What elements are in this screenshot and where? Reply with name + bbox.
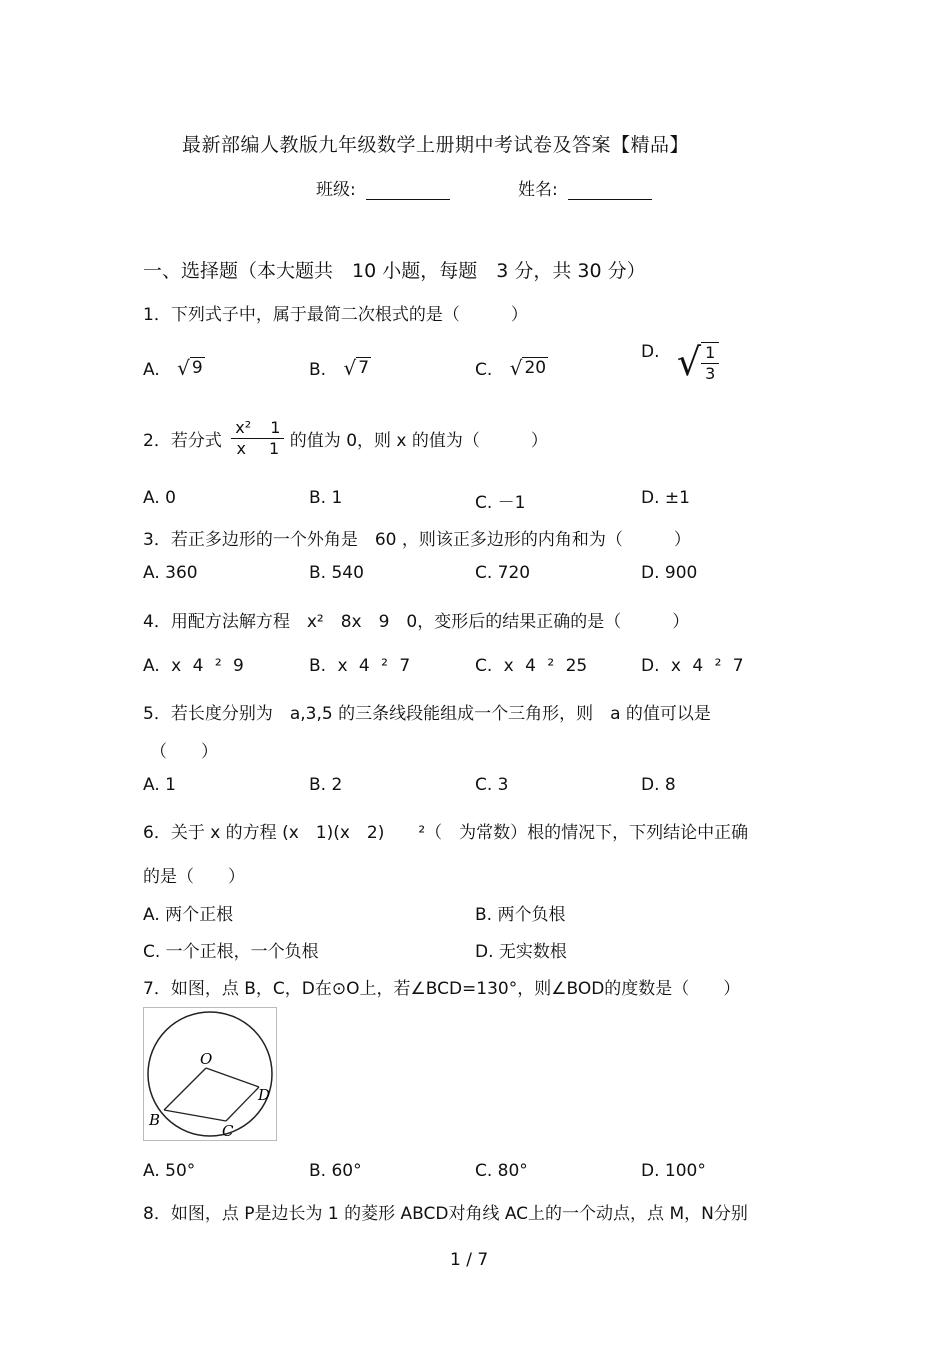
q2-suffix: 的值为 0，则 x 的值为（ ） <box>289 431 548 451</box>
question-7: 7．如图，点 B，C，D在⊙O上，若∠BCD=130°，则∠BOD的度数是（ ） <box>143 979 741 999</box>
q2-prefix: 2．若分式 <box>143 431 222 451</box>
label-c: C <box>222 1122 234 1140</box>
segment-ob <box>164 1068 206 1110</box>
q3-option-d[interactable]: D. 900 <box>641 563 698 583</box>
q2-option-a[interactable]: A. 0 <box>143 488 176 508</box>
q6-option-b[interactable]: B. 两个负根 <box>475 905 566 925</box>
segment-cd <box>226 1087 259 1121</box>
q1-d-denominator: 3 <box>705 364 716 383</box>
sqrt-symbol: √ 9 <box>177 356 203 380</box>
q7-option-a[interactable]: A. 50° <box>143 1161 196 1181</box>
q5-option-c[interactable]: C. 3 <box>475 775 509 795</box>
q1-option-a[interactable] <box>143 357 205 380</box>
q4-option-c[interactable]: C. x 4 ² 25 <box>475 656 588 676</box>
q1-option-b[interactable] <box>309 357 371 380</box>
label-d: D <box>258 1086 271 1104</box>
q4-option-a[interactable]: A. x 4 ² 9 <box>143 656 244 676</box>
q5-option-a[interactable]: A. 1 <box>143 775 176 795</box>
q4-option-d[interactable]: D. x 4 ² 7 <box>641 656 744 676</box>
question-1: 1．下列式子中，属于最简二次根式的是（ ） <box>143 305 528 325</box>
q6-option-d[interactable]: D. 无实数根 <box>475 942 567 962</box>
q7-option-b[interactable]: B. 60° <box>309 1161 362 1181</box>
sqrt-symbol: √ $\frac{1}{3}$ <box>677 340 719 384</box>
label-b: B <box>149 1111 161 1129</box>
class-field[interactable] <box>316 175 450 200</box>
q7-option-c[interactable]: C. 80° <box>475 1161 528 1181</box>
page-number: 1 / 7 <box>450 1250 489 1270</box>
question-5: 5．若长度分别为 a,3,5 的三条线段能组成一个三角形，则 a 的值可以是 <box>143 704 711 724</box>
q1-option-c[interactable] <box>475 357 548 380</box>
q4-option-b[interactable]: B. x 4 ² 7 <box>309 656 411 676</box>
q2-denominator: x 1 <box>236 439 280 458</box>
q2-fraction <box>231 418 284 459</box>
document-title: 最新部编人教版九年级数学上册期中考试卷及答案【精品】 <box>182 134 690 156</box>
q2-option-b[interactable]: B. 1 <box>309 488 343 508</box>
question-8: 8．如图，点 P是边长为 1 的菱形 ABCD对角线 AC上的一个动点，点 M，N分别 <box>143 1204 748 1224</box>
q1-c-radicand: 20 <box>524 358 547 378</box>
q6-option-c[interactable]: C. 一个正根，一个负根 <box>143 942 319 962</box>
q5-option-d[interactable]: D. 8 <box>641 775 676 795</box>
q1-d-label: D. <box>641 342 660 362</box>
question-4: 4．用配方法解方程 x² 8x 9 0，变形后的结果正确的是（ ） <box>143 612 690 632</box>
q6-option-a[interactable]: A. 两个正根 <box>143 905 234 925</box>
q7-option-d[interactable]: D. 100° <box>641 1161 706 1181</box>
name-field[interactable] <box>518 175 652 200</box>
name-blank[interactable] <box>568 181 652 200</box>
q2-option-d[interactable]: D. ±1 <box>641 488 690 508</box>
q1-d-numerator: 1 <box>705 343 716 362</box>
label-o: O <box>200 1050 213 1068</box>
q1-b-radicand: 7 <box>358 358 370 378</box>
question-6-continued: 的是（ ） <box>143 867 245 887</box>
name-label: 姓名: <box>518 180 558 200</box>
question-2 <box>143 418 548 459</box>
q3-option-a[interactable]: A. 360 <box>143 563 198 583</box>
q1-c-label: C. <box>475 360 493 380</box>
class-blank[interactable] <box>366 181 450 200</box>
q2-option-c[interactable]: C. －1 <box>475 493 526 513</box>
circle-figure <box>143 1007 277 1141</box>
q1-a-radicand: 9 <box>191 358 203 378</box>
class-label: 班级: <box>316 180 356 200</box>
q1-a-label: A. <box>143 360 160 380</box>
q2-numerator: x² 1 <box>235 418 281 437</box>
question-6: 6．关于 x 的方程 (x 1)(x 2) ²（ 为常数）根的情况下，下列结论中正确 <box>143 823 749 843</box>
section-heading: 一、选择题（本大题共 10 小题，每题 3 分，共 30 分） <box>143 260 646 282</box>
question-3: 3．若正多边形的一个外角是 60 ，则该正多边形的内角和为（ ） <box>143 530 691 550</box>
q5-option-b[interactable]: B. 2 <box>309 775 343 795</box>
sqrt-symbol: √ 20 <box>509 356 547 380</box>
sqrt-symbol: √ 7 <box>343 356 370 380</box>
q5-answer-paren: （ ） <box>150 742 218 762</box>
circle-o <box>148 1012 272 1136</box>
segment-bc <box>164 1110 226 1121</box>
segment-od <box>206 1068 259 1087</box>
q3-option-b[interactable]: B. 540 <box>309 563 364 583</box>
q1-b-label: B. <box>309 360 327 380</box>
q1-option-d[interactable] <box>641 340 719 384</box>
q3-option-c[interactable]: C. 720 <box>475 563 531 583</box>
